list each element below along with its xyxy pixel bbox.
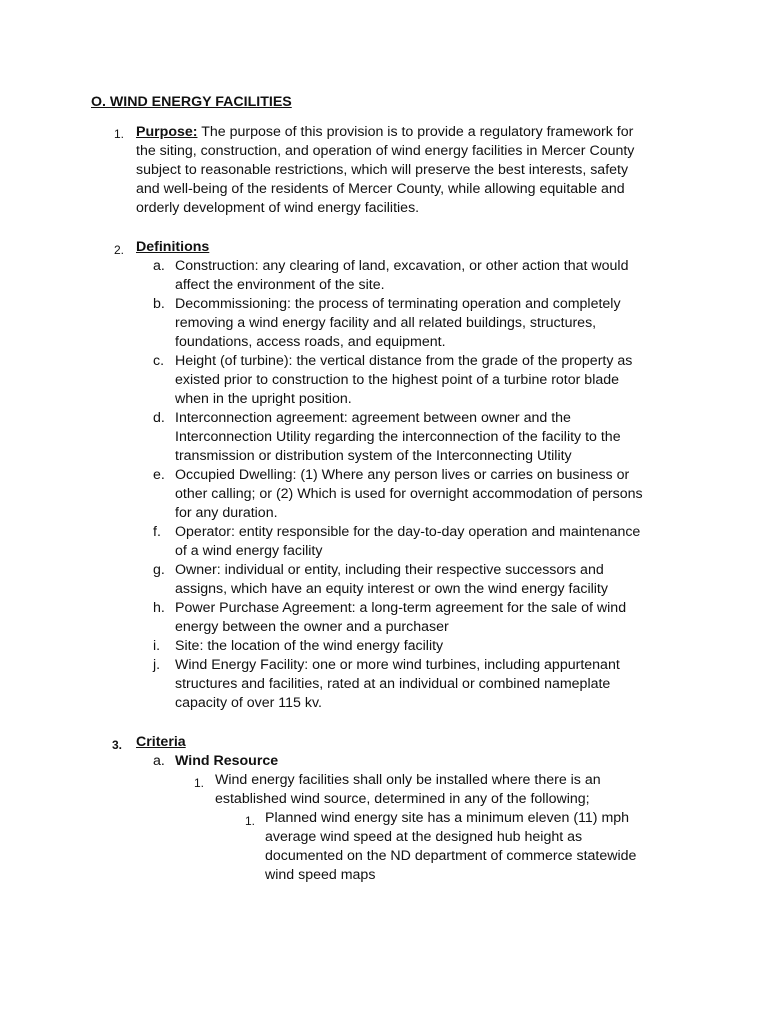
criteria-subitem-line: wind speed maps [265, 867, 376, 883]
definition-line: of a wind energy facility [175, 543, 323, 559]
criteria-subitem-line: average wind speed at the designed hub height as [265, 829, 583, 845]
definition-line: capacity of over 115 kv. [175, 695, 322, 711]
definitions-heading: Definitions [136, 239, 210, 255]
criteria-item-text [215, 771, 601, 809]
definition-item [175, 599, 626, 637]
section-title: O. WIND ENERGY FACILITIES [91, 94, 292, 110]
definitions-number: 2. [114, 243, 125, 257]
definition-line: Owner: individual or entity, including their respective successors and [175, 562, 604, 578]
definition-label: a. [153, 258, 165, 274]
wind-resource-heading: Wind Resource [175, 753, 279, 769]
purpose-line: and well-being of the residents of Mercer County, while allowing equitable and [136, 181, 625, 197]
definition-label: j. [153, 657, 161, 673]
definition-line: existed prior to construction to the highest point of a turbine rotor blade [175, 372, 620, 388]
definition-item [175, 637, 443, 656]
purpose-line: orderly development of wind energy facilities. [136, 200, 420, 216]
criteria-subitem-text [265, 809, 636, 885]
definition-line: when in the upright position. [175, 391, 352, 407]
definition-item [175, 523, 640, 561]
criteria-heading: Criteria [136, 734, 186, 750]
definition-line: Power Purchase Agreement: a long-term agreement for the sale of wind [175, 600, 627, 616]
definition-item [175, 257, 628, 295]
purpose-line: The purpose of this provision is to provide a regulatory framework for [201, 124, 634, 140]
definition-line: energy between the owner and a purchaser [175, 619, 449, 635]
definition-item [175, 352, 632, 409]
definition-label: e. [153, 467, 165, 483]
definition-label: g. [153, 562, 165, 578]
definition-item [175, 656, 620, 713]
criteria-subitem-line: Planned wind energy site has a minimum eleven (11) mph [265, 810, 630, 826]
definition-label: d. [153, 410, 165, 426]
purpose-heading: Purpose: [136, 124, 198, 140]
definition-label: f. [153, 524, 161, 540]
definition-line: Decommissioning: the process of terminating operation and completely [175, 296, 621, 312]
definition-item [175, 466, 643, 523]
definition-item [175, 409, 621, 466]
purpose-line: the siting, construction, and operation of wind energy facilities in Mercer County [136, 143, 635, 159]
definition-line: Interconnection Utility regarding the interconnection of the facility to the [175, 429, 621, 445]
criteria-item-line: Wind energy facilities shall only be installed where there is an [215, 772, 601, 788]
definition-line: Occupied Dwelling: (1) Where any person lives or carries on business or [175, 467, 630, 483]
definition-line: for any duration. [175, 505, 278, 521]
definition-label: h. [153, 600, 165, 616]
definition-line: Construction: any clearing of land, excavation, or other action that would [175, 258, 629, 274]
definition-item [175, 561, 608, 599]
criteria-item-line: established wind source, determined in any of the following; [215, 791, 590, 807]
purpose-paragraph [136, 123, 634, 218]
definition-item [175, 295, 621, 352]
definition-label: b. [153, 296, 165, 312]
definition-line: Interconnection agreement: agreement between owner and the [175, 410, 571, 426]
definition-line: assigns, which have an equity interest or own the wind energy facility [175, 581, 608, 597]
criteria-item-number: 1. [194, 776, 205, 790]
wind-resource-label: a. [153, 753, 165, 769]
definition-line: foundations, access roads, and equipment. [175, 334, 446, 350]
purpose-number: 1. [114, 127, 125, 141]
definition-line: Height (of turbine): the vertical distance from the grade of the property as [175, 353, 633, 369]
criteria-subitem-line: documented on the ND department of commerce statewide [265, 848, 637, 864]
definition-line: Operator: entity responsible for the day-to-day operation and maintenance [175, 524, 641, 540]
criteria-subitem-number: 1. [245, 814, 256, 828]
definition-line: other calling; or (2) Which is used for overnight accommodation of persons [175, 486, 643, 502]
definition-line: transmission or distribution system of the Interconnecting Utility [175, 448, 572, 464]
definition-label: c. [153, 353, 165, 369]
purpose-line: subject to reasonable restrictions, which will preserve the best interests, safety [136, 162, 629, 178]
criteria-number: 3. [112, 738, 123, 752]
definition-label: i. [153, 638, 161, 654]
definition-line: structures and facilities, rated at an individual or combined nameplate [175, 676, 611, 692]
definition-line: Wind Energy Facility: one or more wind turbines, including appurtenant [175, 657, 620, 673]
definition-line: affect the environment of the site. [175, 277, 385, 293]
definition-line: removing a wind energy facility and all related buildings, structures, [175, 315, 597, 331]
definition-line: Site: the location of the wind energy facility [175, 638, 444, 654]
